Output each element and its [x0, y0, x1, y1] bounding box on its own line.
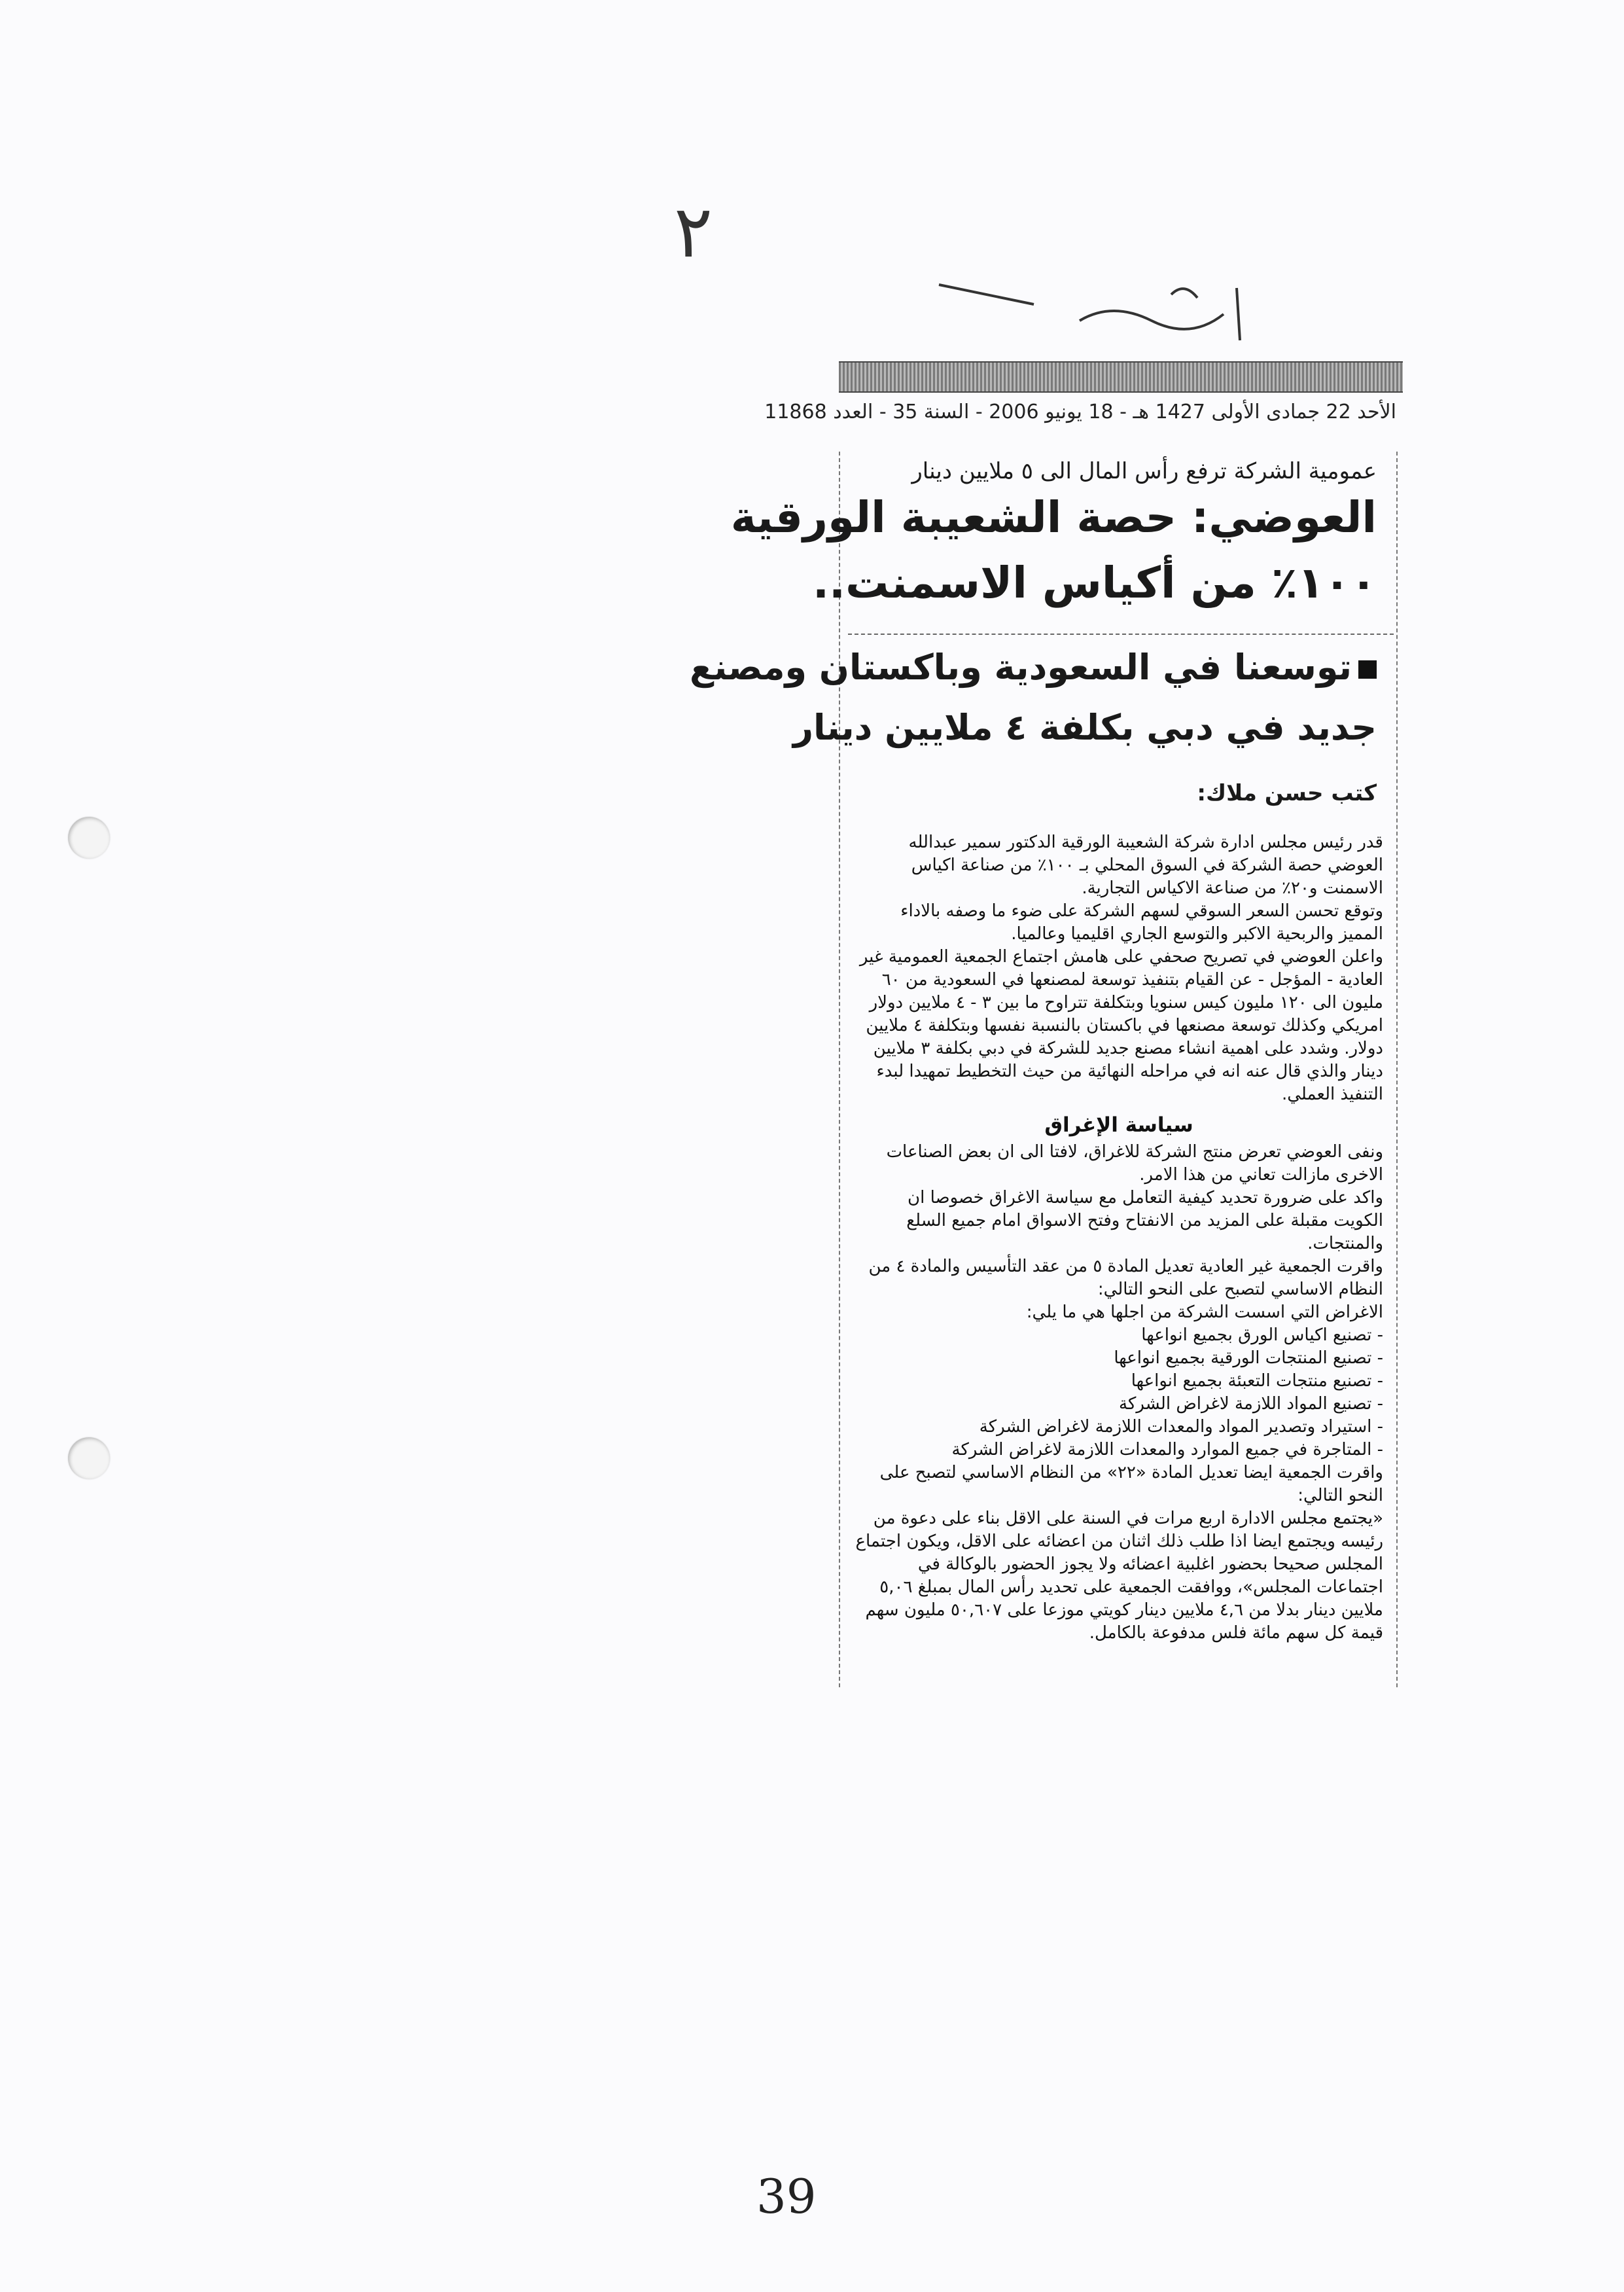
section-heading: سياسة الإغراق: [1044, 1113, 1193, 1137]
punch-hole-bottom: [68, 1437, 110, 1479]
list-item: - تصنيع منتجات التعبئة بجميع انواعها: [1131, 1371, 1383, 1391]
subheadline-line-1: توسعنا في السعودية وباكستان ومصنع: [690, 647, 1377, 688]
subheadline-line-2: جديد في دبي بكلفة ٤ ملايين دينار: [792, 707, 1377, 748]
article-body: [855, 831, 1383, 1645]
byline: كتب حسن ملاك:: [1197, 780, 1377, 806]
handwritten-page-number: 39: [756, 2169, 817, 2224]
bullet-square-icon: [1358, 660, 1377, 679]
paragraph: واقرت الجمعية ايضا تعديل المادة «٢٢» من النظام الاساسي لتصبح على النحو التالي:: [879, 1463, 1383, 1505]
paragraph: واعلن العوضي في تصريح صحفي على هامش اجتماع الجمعية العمومية غير العادية - المؤجل - عن القيام بتنفيذ توسعة لمصنعها في السعودية من ٦٠ مليون الى ١٢٠ مليون كيس سنويا وبتكلفة تتراوح ما بين ٣ - ٤ ملايين دولار امريكي وكذلك توسعة مصنعها في باكستان بالنسبة نفسها وبتكلفة ٤ ملايين دولار. وشدد على اهمية انشاء مصنع جديد للشركة في دبي بكلفة ٣ ملايين دينار والذي قال عنه انه في مراحله النهائية من حيث التخطيط تمهيدا لبدء التنفيذ العملي.: [859, 947, 1383, 1104]
list-item: - المتاجرة في جميع الموارد والمعدات اللازمة لاغراض الشركة: [951, 1440, 1383, 1459]
newspaper-name-scribble: [1073, 275, 1269, 353]
list-item: - تصنيع المنتجات الورقية بجميع انواعها: [1114, 1348, 1383, 1368]
scribble-dash: [936, 275, 1040, 314]
headline-line-2: ١٠٠٪ من أكياس الاسمنت..: [812, 558, 1377, 608]
paragraph: واقرت الجمعية غير العادية تعديل المادة ٥ من عقد التأسيس والمادة ٤ من النظام الاساسي لتصبح على النحو التالي:: [868, 1257, 1383, 1299]
dateline: الأحد 22 جمادى الأولى 1427 هـ - 18 يونيو 2006 - السنة 35 - العدد 11868: [764, 401, 1396, 423]
column-border-right: [1396, 452, 1398, 1687]
paragraph: قدر رئيس مجلس ادارة شركة الشعيبة الورقية الدكتور سمير عبدالله العوضي حصة الشركة في السوق المحلي بـ ١٠٠٪ من صناعة اكياس الاسمنت و٢٠٪ من صناعة الاكياس التجارية.: [908, 833, 1383, 898]
paragraph: الاغراض التي اسست الشركة من اجلها هي ما يلي:: [1026, 1302, 1383, 1322]
list-item: - تصنيع اكياس الورق بجميع انواعها: [1141, 1325, 1383, 1345]
masthead-rule: [839, 361, 1403, 393]
column-border-left: [839, 452, 840, 1687]
paragraph: وتوقع تحسن السعر السوقي لسهم الشركة على ضوء ما وصفه بالاداء المميز والربحية الاكبر والتوسع الجاري اقليميا وعالميا.: [900, 901, 1383, 944]
paragraph: واكد على ضرورة تحديد كيفية التعامل مع سياسة الاغراق خصوصا ان الكويت مقبلة على المزيد من الانفتاح وفتح الاسواق امام جميع السلع والمنتجات.: [906, 1188, 1383, 1253]
list-item: - استيراد وتصدير المواد والمعدات اللازمة لاغراض الشركة: [979, 1417, 1383, 1437]
paragraph: «يجتمع مجلس الادارة اربع مرات في السنة على الاقل بناء على دعوة من رئيسه ويجتمع ايضا اذا طلب ذلك اثنان من اعضائه على الاقل، ويكون اجتماع المجلس صحيحا بحضور اغلبية اعضائه ولا يجوز الحضور بالوكالة في اجتماعات المجلس»، ووافقت الجمعية على تحديد رأس المال بمبلغ ٥,٠٦ ملايين دينار بدلا من ٤,٦ ملايين دينار كويتي موزعا على ٥٠,٦٠٧ مليون سهم قيمة كل سهم مائة فلس مدفوعة بالكامل.: [855, 1509, 1383, 1643]
kicker: عمومية الشركة ترفع رأس المال الى ٥ ملايين دينار: [911, 458, 1377, 484]
list-item: - تصنيع المواد اللازمة لاغراض الشركة: [1119, 1394, 1383, 1414]
handwritten-mark: ٢: [674, 190, 713, 274]
headline-line-1: العوضي: حصة الشعيبة الورقية: [730, 492, 1377, 543]
paragraph: ونفى العوضي تعرض منتج الشركة للاغراق، لافتا الى ان بعض الصناعات الاخرى مازالت تعاني من هذا الامر.: [886, 1142, 1383, 1185]
newspaper-clipping: [689, 353, 1403, 1687]
headline-divider: [848, 634, 1394, 635]
punch-hole-top: [68, 817, 110, 859]
